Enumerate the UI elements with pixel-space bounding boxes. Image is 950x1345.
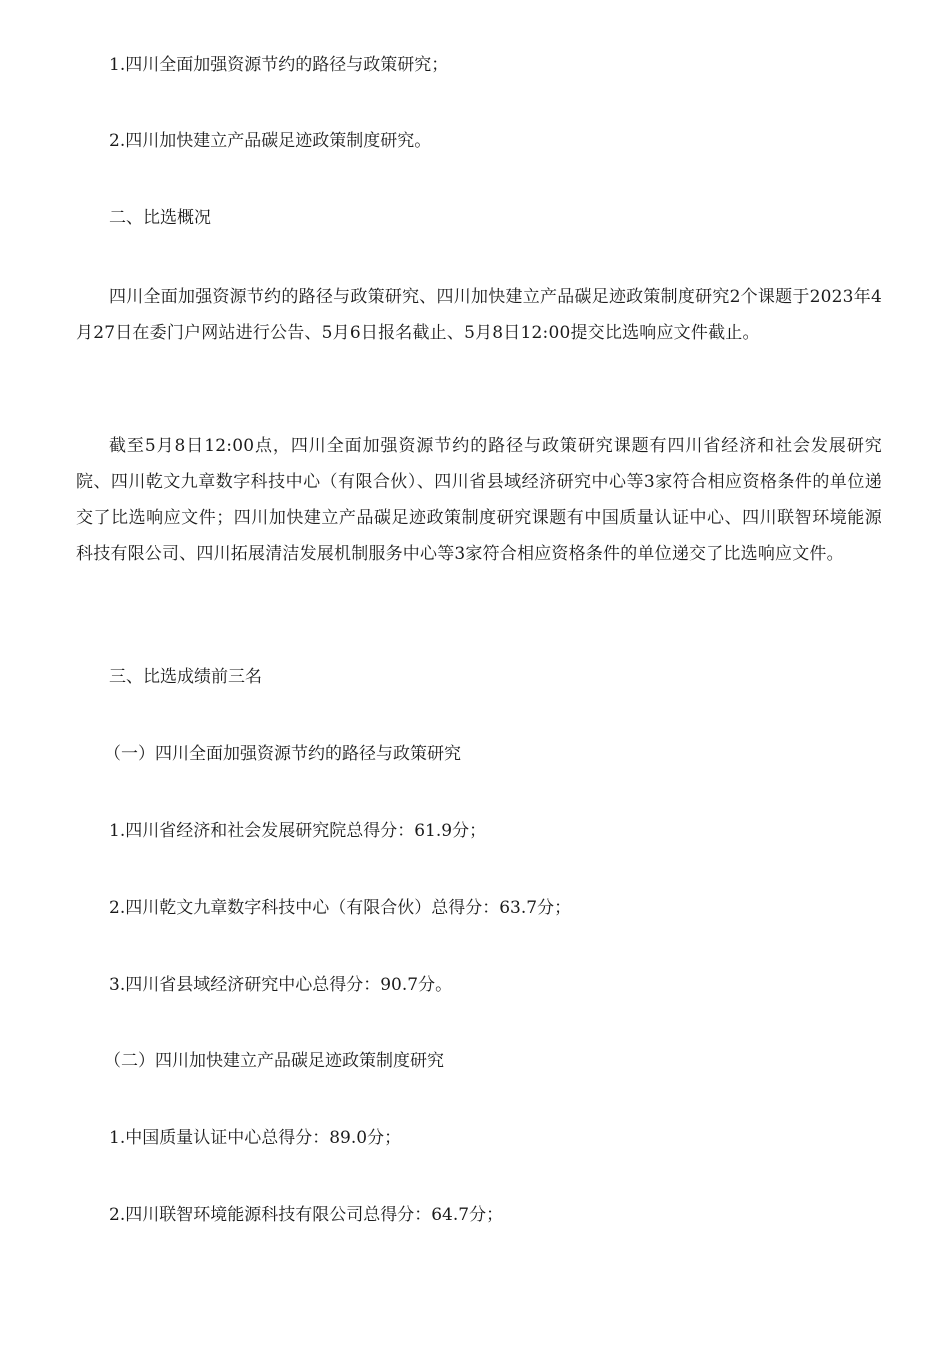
group-title-resource-saving: （一）四川全面加强资源节约的路径与政策研究	[104, 744, 461, 764]
section-heading-top-three: 三、比选成绩前三名	[109, 667, 262, 687]
topic-item-1: 1.四川全面加强资源节约的路径与政策研究；	[109, 55, 449, 75]
section-heading-overview: 二、比选概况	[109, 208, 211, 228]
topic-item-2: 2.四川加快建立产品碳足迹政策制度研究。	[109, 131, 432, 151]
result-item: 2.四川联智环境能源科技有限公司总得分：64.7分；	[109, 1205, 504, 1225]
result-item: 3.四川省县域经济研究中心总得分：90.7分。	[109, 975, 453, 995]
overview-paragraph-announcement: 四川全面加强资源节约的路径与政策研究、四川加快建立产品碳足迹政策制度研究2个课题于2023年4月27日在委门户网站进行公告、5月6日报名截止、5月8日12:00提交比选响应文件截止。	[76, 287, 882, 343]
result-item: 1.中国质量认证中心总得分：89.0分；	[109, 1128, 402, 1148]
result-item: 2.四川乾文九章数字科技中心（有限合伙）总得分：63.7分；	[109, 898, 572, 918]
group-title-carbon-footprint: （二）四川加快建立产品碳足迹政策制度研究	[104, 1051, 444, 1071]
overview-paragraph-submissions: 截至5月8日12:00点，四川全面加强资源节约的路径与政策研究课题有四川省经济和社会发展研究院、四川乾文九章数字科技中心（有限合伙）、四川省县域经济研究中心等3家符合相应资格条件的单位递交了比选响应文件；四川加快建立产品碳足迹政策制度研究课题有中国质量认证中心、四川联智环境能源科技有限公司、四川拓展清洁发展机制服务中心等3家符合相应资格条件的单位递交了比选响应文件。	[76, 436, 882, 564]
result-item: 1.四川省经济和社会发展研究院总得分：61.9分；	[109, 821, 487, 841]
